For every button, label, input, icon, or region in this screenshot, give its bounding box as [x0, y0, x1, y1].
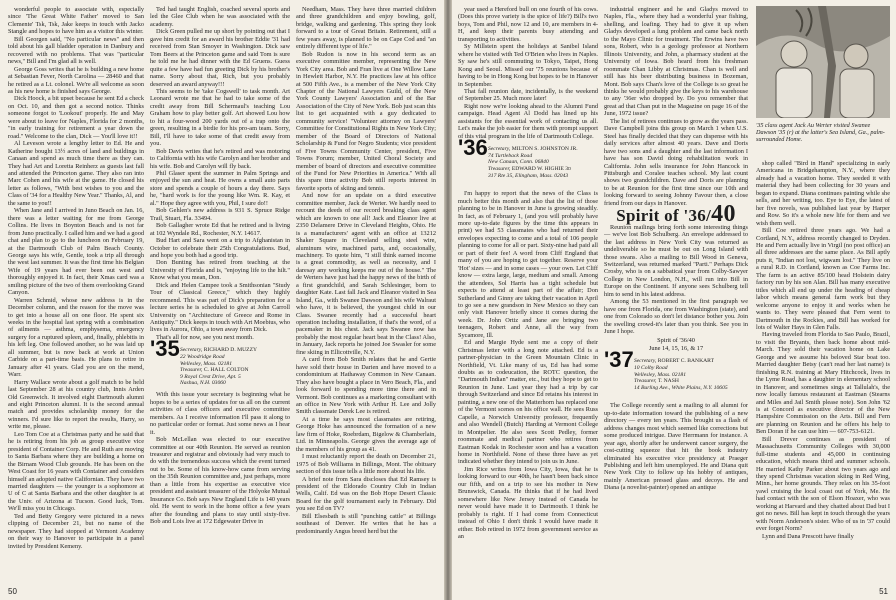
column-paragraph: Bill Georgen said, "No particular news" and then told about his gall bladder operation in Danbury and recovered with no problems. That was "particular news," Bill and I'm glad all is well. — [8, 35, 144, 66]
spirit-heading-40: 40 — [711, 201, 736, 228]
secretary-address-1: 74 Turtleback Road — [488, 152, 533, 159]
column-paragraph: Jim Rice writes from Iowa City, Iowa, that he is looking forward to our 40th, he hasn't been back since our fifth, and on a trip to see his mother in New Brunswick, Canada. He thinks that if he had lived somewhere like New Jersey instead of Canada he never would have made it to Dartmouth. I think he probably is right. If I had come from Connecticut instead of Ohio I don't think I would have made it either. Bob retired in 1972 from government service as an — [458, 465, 598, 540]
treasurer-address-1: 317 Rte 35, Elingham, Mass. 02043 — [488, 172, 569, 179]
spirit-heading — [604, 201, 748, 228]
column-paragraph: George Goss writes that he is building a new home at Sebastian Fever, North Carolina — 28460 and that he retired as a Lt. colonel. We're all welcome as soon as his new home is finished says George. — [8, 65, 144, 95]
column-paragraph: Bob Gehlen's new address is 931 S. Spruce Ridge Trail, Stuart, Fla. 33494. — [150, 207, 290, 222]
column-paragraph: Among the 53 mentioned in the first paragraph we have one from Florida, one from Washington (state), and one from Colorado so don't let distance bother you. Join the swelling crowd-it's later than you think. See you in June I hope. — [604, 298, 748, 336]
column-paragraph: A brief note from Sara discloses that Ed Ramsey is president of the Eldorado Country Club in Indian Wells, Calif. Ed was on the Bob Hope Desert Classic Board for the golf tournament early in February. Did you see Ed on TV? — [296, 475, 436, 513]
right-column-3 — [756, 160, 890, 578]
class-35-officers — [180, 347, 257, 387]
column-paragraph: Bob Rudon is now in his second term as an executive committee member, representing the New York City area. Bob and Fran live at One Willow Lane in Hewlett Harbor, N.Y. He practices law at his office at 500 Fifth Ave., is a member of the New York City Chapter of the National Lawyers Guild, of the New York County Lawyers' Association and of the Bar Association of the City of New York. Bob just scan this list to get acquainted with a guy dedicated to community service! "Volunteer attorney on Lawyers' Committee for Constitutional Rights in New York City; member of the Board of Directors of National Scholarship & Fund for Negro Students; vice president of Five Towns Community Center, president, Five Towns Forum; member, United Choral Society and member of board of directors and executive committee of the Fund for New Priorities in America." With all this spare time activity Bob still reports interest in favorite sports of skiing and tennis. — [296, 50, 436, 192]
left-column-2 — [150, 6, 290, 578]
column-paragraph: That fall reunion date, incidentally, is the weekend of September 25. Much more later! — [458, 87, 598, 103]
secretary-name: MILTON S. JOHNSTON JR. — [511, 146, 578, 153]
secretary-address-2: Wellesley, Mass. 02181 — [634, 371, 686, 378]
column-paragraph: Ted and Betty Gregory were pictured in a news clipping of December 21, but no name of the newspaper. They had stopped at Vermont Academy on their way to Hanover to participate in a panel invited by President Kemeny. — [8, 512, 144, 550]
treasurer-label: Treasurer, — [488, 165, 511, 172]
left-column-1 — [8, 6, 144, 578]
treasurer-address-1: 9 Royal Crest Drive, Apt. 5 — [180, 373, 241, 380]
column-paragraph: A card from Bob Smith relates that he and Gertie have sold their house in Darien and have moved to a condominium at Hathaway Common in New Canaan. They also have bought a place in Vero Beach, Fla., and look forward to spending more time there and in Vermont. Bob continues as a marketing consultant with an office in New York with Arthur H. Lee and Jolly Smith classmate Derek Lee is retired. — [296, 356, 436, 416]
column-paragraph: Sy Millstein spent the holidays at Sanibel Island where he visited with Ted O'Brien who lives in Naples. Sy saw he's still commuting to Tokyo, Taipei, Hong Kong and Seoul. Missed our '75 reunions because of having to be in Hong Kong but hopes to be in Hanover in September. — [458, 43, 598, 88]
spirit-footer-line2: June 14, 15, 16, & 17 — [648, 344, 704, 352]
photo-caption: '35 class agent Jack Au Werter visited Swanee Dawson '35 (r) at the latter's Sea Island, Ga., palm-surrounded Home. — [756, 122, 885, 144]
page-number-right: 51 — [879, 587, 888, 596]
column-paragraph: Lynn and Dana Prescott have finally — [762, 532, 854, 540]
column-paragraph: That's all for now, see you next month. — [156, 333, 254, 341]
column-paragraph: Don Bunting has retired from teaching at the University of Florida and is, "enjoying life to the hilt." Know what you mean, Don. — [150, 259, 290, 282]
column-paragraph: With this issue your secretary is beginning what he hopes to be a series of updates for us all on the current activities of class officers and executive committee members. As I receive information I'll pass it along to no particular order or format. Just some news as I hear it. — [150, 391, 290, 436]
column-paragraph: Right now we're looking ahead to the Alumni Fund campaign. Head Agent Al Dodd has lined up his assistants for the essential work of contacting us all. Let's make the job easier for them with prompt support of this vital program in the life of Dartmouth College. — [458, 102, 598, 140]
column-paragraph: Dick Hoock, a bit upset because he sent Ed a check on Oct. 10, and then got a second notice. Thinks someone forgot to 'Lookout' properly. He and May were about to leave for Naples, Florida for 2 months, "in early training for retirement a year down the road." Welcome to the clan, Dick — You'll love it!! — [8, 95, 144, 140]
column-paragraph: Warren Schmid, whose new address is in the December column, and the reason for the move was to get into a house all on one floor. He spent six weeks in the hospital last spring with a combination of ailments — asthma, emphysema, emergency surgery for a ruptured spleen, and, finally, phlebitis in his left leg. One followed another, so he was laid up all summer, but is now back at work at Union Carbide on a part-time basis. He plans to retire in January after 41 years. Glad you are on the mend, Warr. — [8, 296, 144, 379]
secretary-label: Secretary, — [180, 347, 203, 354]
page-number-left: 50 — [8, 587, 17, 596]
left-page — [0, 0, 444, 600]
column-paragraph: wonderful people to associate with, especially since 'The Great White Father' moved to San Clemente' Tsk, Tsk, Jake keeps in touch with Jacko Stangle and hopes to have him as a visitor this winter. — [8, 6, 144, 36]
column-paragraph: Ted had taught English, coached several sports and led the Glee Club when he was associated with the academy. — [150, 6, 290, 28]
column-paragraph: I must reluctantly report the death on December 21, 1975 of Bob Williams in Billings, Mont. The obituary section of this issue tells a little more about his life. — [296, 453, 436, 476]
column-paragraph: Harry Wallace wrote about a golf match to be held last September 28 at his country club, Innis Arden Old Greenwich. It involved eight Dartmouth alumni and eight Princeton alumni. It is the second annual match and provides scholarship money for the winners. I'd sure like to report the results, Harry, so write me, please. — [8, 378, 144, 431]
column-paragraph: I'm happy to report that the news of the Class is much better this month and also that the list of those planning to be in Hanover in June is growing steadily. In fact, as of February 1, (and you will probably have more up-to-date figures by the time this appears in print) we had 53 classmates who had returned their envelopes expecting to come and a total of 106 people planning to come for all or part. Sixty-nine had paid all or part of their fee! A word from Cliff England that many of you are hoping to get together. Reserve your 'Hot' sizes — and in some cases — your own. Let Cliff know — extra large, large, medium and small. Among the attendees, Sol Harris has a tight schedule but expects to attend at least part of the affair; Don Sutherland and Ginny are taking their vacation in April to go see a new grandson in New Mexico so they can only visit Hanover briefly since it comes during the week. Dr. John Ortiz and Jane are bringing two teenagers, Robert and Anne, all the way from Sycamore, Ill. — [458, 190, 598, 339]
column-paragraph: Phil Glaser spent the summer in Palm Springs and enjoyed the sun and heat. He owns a small auto parts store and spends a couple of hours a day there. Says he, "hard work is for the young like Wm. R. Kay, et al." Hope they agree with you, Phil, I sure do!! — [150, 169, 290, 207]
column-paragraph: Bill Coe retired three years ago. We had a Cortland, N.Y., address recently changed to Dryden. He and Fern actually live in Virgil (no post office) an all three addresses are the same place. As Bill aptly puts it, "Indian not lost, wigwam lost." They live on a rural R.D. in Cortland, known as Coe Farms Inc. The farm is an active 85/100 head Holstein dairy factory run by his son Alan. Bill has many executive titles which all end up under the heading of cheap labor which means general farm work but they welcome anyone to enjoy it and works when he wants to. They were pleased that Fern went to Dartmouth in the Rockies, and Bill has worked for lots of Walter Hays in Glen Falls. — [756, 227, 890, 331]
treasurer-name: C. HALL COLTON — [203, 367, 249, 374]
column-paragraph: industrial engineer and he and Gladys moved to Naples, Fla., where they had a wonderful year fishing, shelling, and loafing. They had to give it up when Gladys developed a lung problem and came back north to the Mayo Clinic for treatment. The Erwins have two sons, Robert, who is a geology professor at Northern Illinois University, and John, a pharmacy student at the University of Iowa. Bob heard from his freshman roommate Chan Libby at Christmas. Chan is well and still has his beer distributing business in Bozeman, Mont. Bob says Chan's love of the College is so great he thinks he would probably give the keys to his warehouse to any '36er who dropped by. Do you remember that great ad that Chan put in the Magazine on page 16 of the June, 1972 issue? — [604, 6, 748, 118]
column-paragraph: And now for an update on a third executive committee member, Jack de Werter. We hardly need to recount the deeds of our record breaking class agent which are known to one all! Jack and Eleanor live at 2350 Delamere Drive in Cleveland Heights, Ohio. He is a manufacturers' agent with an office at 13212 Shaker Square in Cleveland selling steel wire, aluminum wire, machined parts, and, occasionally, machinery. To quote him, "I still think earned income is a great commodity, as well as necessity, and I daresay any working keeps me out of the house." The de Werters have just had the happy news of the birth of a first grandchild, and Sarah Schlesinger, born to daughter Kate. Last fall Jack and Eleanor visited in Sea Island, Ga., with Swanee Dawson and his wife Walraut who have, it is believed, the youngest child in our Class. Swanee recently had a successful heart operation including installation, if that's the word, of a pacemaker in his chest. Jack says Swanee now has probably the most regular heart beat in the Class! Also, in January, Jack reports he joined Joe Swasler for some fine skiing in Ellicottville, N.Y. — [296, 192, 436, 356]
right-page — [452, 0, 896, 600]
column-paragraph: Dick and Helen Campee took a Smithsonian "Study Tour of Classical Greece," which they highly recommend. This was part of Dick's preparation for a lecture series he is scheduled to give at John Carroll University on "Architecture of Greece and Rome in Antiquity." Dick keeps in touch with Art Moebius, who lives in Aurora, Ohio, a town away from Dick. — [150, 281, 290, 334]
treasurer-label: Treasurer, — [180, 367, 203, 374]
secretary-name: ROBERT C. BANKART — [657, 358, 714, 365]
binding-gutter — [444, 0, 452, 600]
secretary-address-1: 10 Colby Road — [634, 364, 668, 371]
left-column-3 — [296, 6, 436, 578]
column-paragraph: Al Leveson wrote a lengthy letter to Ed. He and Katherine bought 13½ acres of land and buildings in Canaan and spend as much time there as they can. They had Art and Loretta Reinherz as guests last fall and attended the Princeton game. They also ran into Marc Cohen and his wife at the game. He closed his letter as follows, "With best wishes to you and the Class of '34 for a Healthy New Year." Thanks, Al, and the same to you!! — [8, 140, 144, 207]
class-photo — [756, 6, 890, 118]
class-year-37: '37 — [604, 347, 634, 373]
column-paragraph: This seems to be 'take Cogswell' to task month. Art Leonard wrote me that he had to take some of the credit away from Bill Schermaul's teaching Lou Graham how to play better golf. Art showed Lou how to hit a four-wood 200 yards out of a trap onto the green, resulting in a birdie for his pro-am team. Sorry, Bill, I'll have to take some of that credit away from you. — [150, 87, 290, 148]
treasurer-label: Treasurer, — [634, 378, 657, 385]
column-paragraph: Needham, Mass. They have three married children and three grandchildren and enjoy bowling, golf, bridge, walking and gardening. This spring they look forward to a tour of Great Britain. Retirement, still a few years away, is planned to be on Cape Cod and "an entirely different type of life." — [296, 6, 436, 51]
right-column-2 — [604, 6, 748, 578]
class-36-header — [458, 135, 598, 188]
secretary-label: Secretary, — [634, 358, 657, 365]
secretary-address-2: New Canaan, Conn. 06840 — [488, 159, 549, 166]
spirit-footer-line1: Spirit of '36/40 — [657, 337, 695, 345]
treasurer-address-2: Nashua, N.H. 03060 — [180, 380, 226, 387]
treasurer-address-1: 14 Burling Ave., White Plains, N.Y. 10605 — [634, 384, 728, 391]
spirit-heading-text: Spirit of '36 — [616, 206, 707, 226]
column-paragraph: Having traveled from Florida to Sao Paulo, Brazil, to visit the Bryants, then back home about mid-March. They sold their vacation home on Lake George and we assume his beloved Star boat too. Married daughter Betsy (can't read her last name) is finishing R.N. training at Mary Hitchcock, lives in the Lyme Road, has a daughter in elementary school in Hanover, and sometimes sings at Tallulah's, the now locally famous restaurant at Eastman (Stearns and Miles and Jail Smith please note). Son John '62 is at Concord as executive director of the New Hampshire Commission on the Arts. Bill and Fern are planning on Reunion and he offers his help to Ben Doran if he can use him — 607-753-6121. — [756, 331, 890, 436]
column-paragraph: Bob Gallagher wrote Ed that he retired and is living at 102 Wyndale Rd., Rochester, N.Y. 14617. — [150, 222, 290, 237]
column-paragraph: When Jane and I arrived in Juno Beach on Jan. 16, there was a letter waiting for me from George Collins. He lives in Boynton Beach and is not far from Juno practically. I called him and we had a good chat and plan to go to the luncheon on February 19, at the Dartmouth Club of Palm Beach County. George says his wife, Gentle, took a trip all through the west last summer. It was the first time his Belgian Wife of 19 years had ever been out west and thoroughly enjoyed it. In fact, their Xmas card was a smiling picture of the two of them overlooking Grand Canyon. — [8, 207, 144, 297]
treasurer-name: T. NASH — [657, 378, 679, 385]
column-paragraph: Bud Hart and Sara went on a trip to Afghanistan in October to celebrate their 25th Congratulations. Bud, and hope you both had a good trip. — [150, 237, 290, 259]
photo-illustration — [756, 6, 890, 118]
class-37-officers — [634, 358, 728, 391]
secretary-name: RICHARD D. MUZZY — [203, 347, 258, 354]
column-paragraph: Ed and Margie Hyde sent me a copy of their Christmas letter with a long note attached. Ed is a partner-physician in the Green Mountain Clinic in Northfield, Vt. Like many of us, Ed has had some doubts as to codeucation, the ROTC question, the "Dartmouth Indian" matter, etc., but they hope to get to Reunion in June. Last year they had a trip by car through Switzerland and since Ed retains his interest in painting, a new one of the Matterhorn has replaced one of the Vermont scenes on his office wall. He sees Russ Capelle, a Norwich University professor, frequently and also Wendell (Butch) Harding at Vermont College in Montpelier. He also sees Scott Pedley, former roommate and medical partner who retires from Eastman Kodak in Rochester soon and has a vacation home in Northfield. None of these three have as yet indicated whether they intend to join us in June. — [458, 339, 598, 466]
column-paragraph: Bob Davis writes that he's retired and was motoring to California with his wife Carolyn and her brother and his wife. Bob and Carolyn will fly back. — [150, 147, 290, 170]
right-column-1 — [458, 6, 598, 578]
column-paragraph: At a time he says most classmates are retiring, George Hoke has announced the formation of a new law firm of Hoke, Roebrdam, Bigelow & Chamberlain, Ltd. in Minneapolis. George gives the average age of the members of his group as 41. — [296, 415, 436, 453]
column-paragraph: Bill Drever continues as president of Massachusetts Community Colleges with 30,000 full-time students and 45,000 in continuing education, which means third and summer schools. He married Kathy Parker about two years ago and they spend Christmas vacation skiing in Red Wing, Minn., her home grounds. They relax on his 35-foot yawl cruising the local coast out of York, Me. He had contact with the son of Elson Hoaxer, who was working at Harvard and they chatted about Dad but I got no news. Bill has kept in touch through the years with Norm Anderson's sister. Who of us in '37 could ever forget Norm? — [756, 435, 890, 533]
column-paragraph: Bob McLellan was elected to our executive committee at our 40th Reunion. He served as reunion treasurer and registrar and obviously had very much to do with the tremendous success which the event turned out to be. Some of his know-how came from serving on the 35th Reunion committee and, just perhaps, more than a little from his expertise as executive vice president and assistant treasurer of the Holyoke Mutual Insurance Co. Bob says New England Life is 140 years old. He went to work in the home office a few years after the founding and plans to stay until sixty-five. Bob and Lois live at 172 Edgewater Drive in — [150, 436, 290, 526]
secretary-address-1: 22 Woodridge Road — [180, 353, 225, 360]
column-paragraph: year used a Hereford bull on one fourth of his cows. (Does this prove variety is the spice of life?) Bill's two boys, Tom and Phil, now 12 and 10, are members in 4-H, and keep their parents busy attending and transporting to activities. — [458, 6, 598, 43]
treasurer-name: EDWARD W. HIGHIE 3d — [511, 165, 571, 172]
column-paragraph: Leo Tom Coe at a Christmas party and he said that he is retiring from his job as group executive vice president of Container Corp. He and Ruth are moving to Santa Barbara where they are building a home on the Birnam Wood Club grounds. He has been on the West Coast for 16 years with Container and considers himself an adopted native Californian. They have two married daughters — the younger is a sophomore at U of C at Santa Barbara and the other daughter is at the Univ. of Arizona at Tucson. Good luck, Tom. We'll miss you in Chicago. — [8, 430, 144, 513]
column-paragraph: Reunion mailings bring forth some interesting things — we've lost Bob Schulberg. An envelope addressed to the last address in New York City was returned as undeliverable so he must be out on Long Island with those swans. Also a mailing to Bill Wood in Geneva, Switzerland, was returned marked "Parti." Perhaps Dick Crosby, who is on a sabbatical year from Colby-Sawyer College in New London, N.H., will run into Bill in Europe on the Continent. If anyone sees Schulberg tell him to send in his latest address. — [604, 223, 748, 298]
column-paragraph: The list of retirees continues to grow as the years pass. Dave Campbell joins this group on March 1 when U.S. Steel has finally decided that they can dispense with his daily services after almost 40 years. Dave and Doris have two sons and a daughter and the last information I have has son David doing rehabilitation work in California. John sells insurance for John Hancock in Pittsburgh and Coralee teaches school. My last count shows two grandchildren. Dave and Doris are planning to be at Reunion for the first time since our 10th and looking forward to seeing Johnny Favour then, a close friend from our days in Hanover. — [604, 117, 748, 207]
class-year-36: '36 — [458, 135, 488, 161]
secretary-address-2: Wellesley, Mass. 02181 — [180, 360, 232, 367]
column-paragraph: Dick Green pulled me up short by pointing out that I gave him credit for an award his brother Eddie '31 had received from Stan Smoyer in Washington. Dick saw Tom Beers at the Princeton game and said Tom is sure he told me he had dinner with the Ed Gruens. Guess quite a few have had fun greeting Dick by his brother's name. Sorry about that, Rich, but you probably deserved an award anyway!!! — [150, 28, 290, 88]
spirit-heading-slash: / — [706, 206, 712, 226]
column-paragraph: Bill Elsesbath is still "punching cattle" at Billings southeast of Denver. He writes that he has a predominantly Angus breed herd but the — [296, 512, 436, 535]
column-paragraph: shop called "Bird in Hand" specializing in early Americana in Bridgehampton, N.Y., where they already had a vacation home. They seeded it with material they had been collecting for 30 years and began to expand. Diana continues painting while she sells, and her writing, too. Eye to Eye, the latest of her five novels, was published last year by Harper and Row. So it's a whole new life for them and we wish them well. — [756, 160, 890, 227]
class-36-officers — [488, 146, 578, 179]
secretary-label: Secretary, — [488, 146, 511, 153]
class-year-35: '35 — [150, 336, 180, 362]
column-paragraph: The College recently sent a mailing to all alumni for up-to-date information toward the publishing of a new directory — every ten years. This brought us a flash of address changes most which seemed like corrections but some produced intrigue. Dave Herrmann for instance. A year ago, shortly after he underwent cancer surgery, the cost-cutting squeeze that hit the book industry eliminated his executive vice presidency at Praeger Publishing and left him unemployed. He and Diana quit New York City to follow up his hobby of antiques, mainly American pressed glass and decoys. He and Diana (a novelist-painter) opened an antique — [604, 402, 748, 492]
